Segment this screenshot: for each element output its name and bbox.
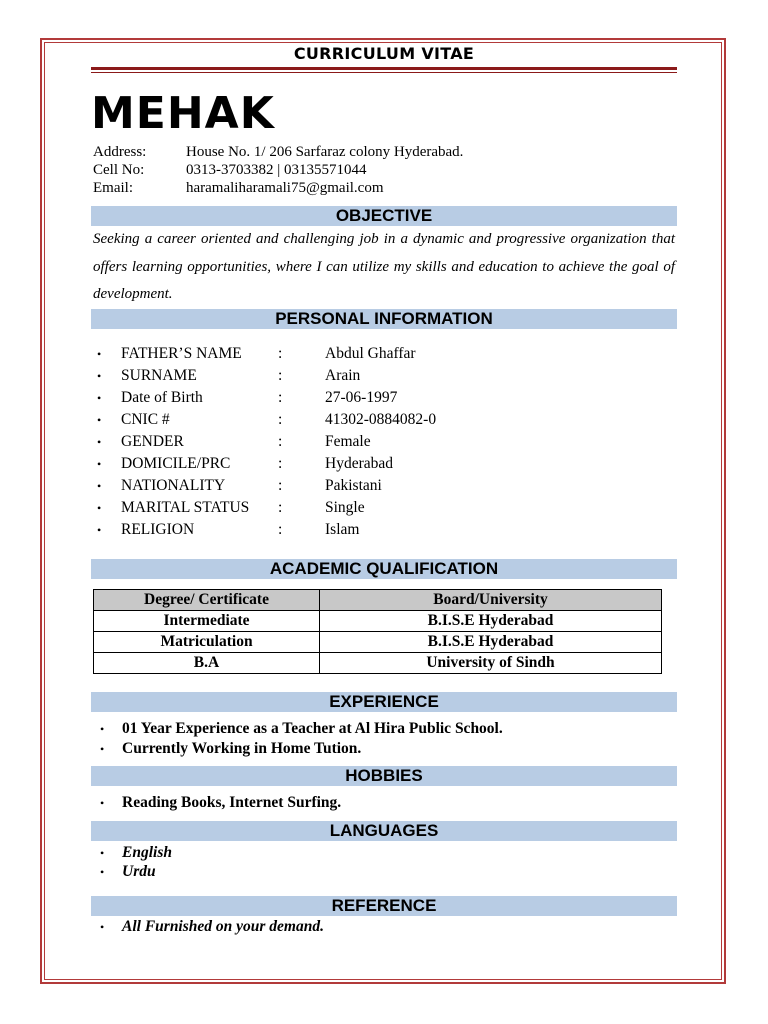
- reference-item: All Furnished on your demand.: [122, 918, 324, 935]
- language-item: English: [122, 844, 172, 861]
- table-cell: B.A: [94, 653, 320, 674]
- bullet: •: [100, 742, 105, 756]
- personal-info-label: CNIC #: [121, 411, 170, 428]
- bullet: •: [97, 501, 102, 515]
- personal-info-label: DOMICILE/PRC: [121, 455, 231, 472]
- hobby-item: Reading Books, Internet Surfing.: [122, 794, 342, 811]
- bullet: •: [100, 865, 105, 879]
- column-header: Degree/ Certificate: [94, 590, 320, 611]
- bullet: •: [100, 796, 105, 810]
- personal-info-value: Arain: [325, 367, 361, 384]
- table-cell: University of Sindh: [320, 653, 662, 674]
- personal-info-label: NATIONALITY: [121, 477, 226, 494]
- bullet: •: [97, 457, 102, 471]
- personal-info-label: SURNAME: [121, 367, 197, 384]
- objective-text: Seeking a career oriented and challenging job in a dynamic and progressive organization that offers learning opportunities, where I can utilize my skills and education to achieve the goal of development.: [93, 231, 675, 302]
- bullet: •: [97, 479, 102, 493]
- table-row: [94, 632, 662, 653]
- experience-item: 01 Year Experience as a Teacher at Al Hira Public School.: [122, 720, 503, 737]
- contact-label: Address:: [93, 144, 147, 160]
- table-cell: B.I.S.E Hyderabad: [320, 611, 662, 632]
- bullet: •: [97, 369, 102, 383]
- personal-info-label: Date of Birth: [121, 389, 203, 406]
- section-objective: OBJECTIVE: [91, 206, 677, 226]
- personal-info-value: 27-06-1997: [325, 389, 398, 406]
- applicant-name: MEHAK: [91, 88, 275, 139]
- table-header-row: [94, 590, 662, 611]
- personal-info-value: 41302-0884082-0: [325, 411, 437, 428]
- bullet: •: [97, 347, 102, 361]
- personal-info-value: Abdul Ghaffar: [325, 345, 416, 362]
- table-cell: Matriculation: [94, 632, 320, 653]
- section-personal-information: PERSONAL INFORMATION: [91, 309, 677, 329]
- table-cell: Intermediate: [94, 611, 320, 632]
- separator: :: [278, 433, 283, 450]
- title-rule-thick: [91, 67, 677, 70]
- personal-info-value: Pakistani: [325, 477, 382, 494]
- separator: :: [278, 367, 283, 384]
- table-row: [94, 653, 662, 674]
- bullet: •: [100, 920, 105, 934]
- personal-info-label: MARITAL STATUS: [121, 499, 250, 516]
- personal-info-label: FATHER’S NAME: [121, 345, 242, 362]
- separator: :: [278, 521, 283, 538]
- separator: :: [278, 345, 283, 362]
- contact-address: [93, 143, 463, 161]
- section-languages: LANGUAGES: [91, 821, 677, 841]
- personal-info-value: Single: [325, 499, 365, 516]
- contact-value: 0313-3703382 | 03135571044: [186, 162, 367, 178]
- separator: :: [278, 411, 283, 428]
- personal-info-value: Islam: [325, 521, 360, 538]
- contact-cell: [93, 161, 367, 179]
- contact-email: [93, 179, 384, 197]
- section-experience: EXPERIENCE: [91, 692, 677, 712]
- experience-item: Currently Working in Home Tution.: [122, 740, 362, 757]
- personal-info-value: Hyderabad: [325, 455, 393, 472]
- separator: :: [278, 477, 283, 494]
- table-row: [94, 611, 662, 632]
- section-hobbies: HOBBIES: [91, 766, 677, 786]
- personal-info-label: RELIGION: [121, 521, 195, 538]
- table-cell: B.I.S.E Hyderabad: [320, 632, 662, 653]
- personal-info-value: Female: [325, 433, 371, 450]
- bullet: •: [97, 413, 102, 427]
- bullet: •: [97, 523, 102, 537]
- academic-table: [93, 589, 662, 674]
- document-title: CURRICULUM VITAE: [293, 44, 475, 63]
- bullet: •: [100, 722, 105, 736]
- separator: :: [278, 455, 283, 472]
- contact-label: Cell No:: [93, 162, 145, 178]
- contact-value: House No. 1/ 206 Sarfaraz colony Hyderabad.: [186, 144, 464, 160]
- bullet: •: [97, 391, 102, 405]
- bullet: •: [100, 846, 105, 860]
- separator: :: [278, 499, 283, 516]
- language-item: Urdu: [122, 863, 156, 880]
- contact-value: haramaliharamali75@gmail.com: [186, 180, 384, 196]
- separator: :: [278, 389, 283, 406]
- contact-label: Email:: [93, 180, 133, 196]
- title-rule-thin: [91, 72, 677, 73]
- bullet: •: [97, 435, 102, 449]
- section-reference: REFERENCE: [91, 896, 677, 916]
- section-academic-qualification: ACADEMIC QUALIFICATION: [91, 559, 677, 579]
- column-header: Board/University: [320, 590, 662, 611]
- personal-info-label: GENDER: [121, 433, 184, 450]
